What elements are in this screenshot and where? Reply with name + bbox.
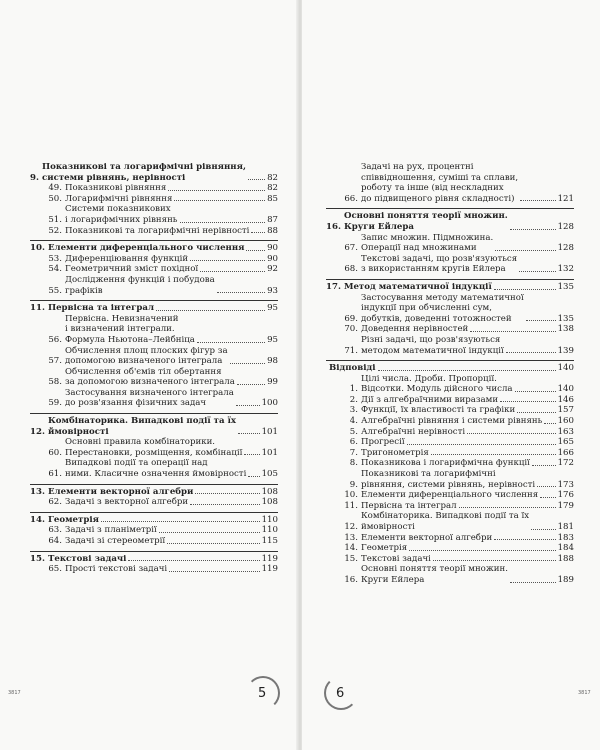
toc-section-entry <box>30 194 278 205</box>
dot-leader <box>168 190 265 191</box>
entry-title: Показникові та логарифмічні рівняння, системи рівнянь, нерівності <box>361 469 536 490</box>
entry-page-number: 146 <box>557 394 574 405</box>
entry-title: Дії з алгебраїчними виразами <box>361 394 499 405</box>
entry-number: 57. <box>48 356 62 367</box>
dot-leader <box>236 405 260 406</box>
entry-page-number: 165 <box>557 437 574 448</box>
toc-section-entry <box>326 162 574 204</box>
entry-number: 56. <box>48 334 62 345</box>
dot-leader <box>174 200 265 201</box>
dot-leader <box>531 529 556 530</box>
dot-leader <box>197 342 265 343</box>
entry-number: 9. <box>349 479 358 490</box>
dot-leader <box>200 271 265 272</box>
toc-section-entry <box>326 427 574 438</box>
entry-number: 68. <box>344 264 358 275</box>
dot-leader <box>520 200 555 201</box>
entry-number: 60. <box>48 447 62 458</box>
entry-number: 16. <box>326 221 341 232</box>
entry-title: Елементи диференціального числення <box>361 490 539 501</box>
entry-number: 61. <box>48 469 62 480</box>
entry-page-number: 101 <box>261 447 278 458</box>
entry-number: 11. <box>344 500 358 511</box>
dot-leader <box>230 363 265 364</box>
dot-leader <box>238 433 260 434</box>
entry-number: 9. <box>30 172 39 183</box>
page-number: 5 <box>258 686 267 701</box>
toc-section-entry <box>326 533 574 544</box>
dot-leader <box>378 370 556 371</box>
toc-section-entry <box>326 324 574 335</box>
entry-page-number: 100 <box>261 398 278 409</box>
entry-title: Задачі на рух, процентні співвідношення, суміші та сплави, роботу та інше (від нескладних до підвищеного рівня складності) <box>361 162 519 204</box>
dot-leader <box>248 476 259 477</box>
entry-title: Алгебраїчні рівняння і системи рівнянь <box>361 416 543 427</box>
entry-number: 53. <box>48 253 62 264</box>
toc-section-entry <box>30 388 278 409</box>
toc-section-entry <box>30 314 278 346</box>
entry-page-number: 176 <box>557 490 574 501</box>
entry-page-number: 90 <box>267 253 278 264</box>
dot-leader <box>510 229 556 230</box>
toc-section-entry <box>30 564 278 575</box>
entry-title: Диференціювання функцій <box>65 253 189 264</box>
toc-section-entry <box>326 254 574 275</box>
dot-leader <box>156 310 265 311</box>
dot-leader <box>159 532 260 533</box>
toc-chapter-entry <box>30 162 278 183</box>
entry-number: 70. <box>344 324 358 335</box>
entry-number: 59. <box>48 398 62 409</box>
toc-section-entry <box>30 226 278 237</box>
toc-section-entry <box>326 554 574 565</box>
dot-leader <box>459 507 556 508</box>
entry-page-number: 121 <box>557 193 574 204</box>
entry-title: Показникова і логарифмічна функції <box>361 458 530 469</box>
entry-title: Основні поняття теорії множин. Круги Ейлера <box>361 564 508 585</box>
entry-number: 51. <box>48 214 62 225</box>
entry-number: 69. <box>344 313 358 324</box>
entry-number: 50. <box>48 193 62 204</box>
entry-number: 71. <box>344 345 358 356</box>
toc-section-entry <box>30 183 278 194</box>
entry-page-number: 183 <box>557 532 574 543</box>
toc-section-entry <box>326 501 574 512</box>
entry-page-number: 88 <box>267 225 278 236</box>
entry-page-number: 140 <box>557 384 574 395</box>
corner-mark: 3817 <box>8 690 21 696</box>
entry-number: 14. <box>30 514 45 525</box>
entry-title: Дослідження функцій і побудова графіків <box>65 274 215 296</box>
toc-section-entry <box>326 564 574 585</box>
entry-number: 49. <box>48 183 62 194</box>
entry-title: Текстові задачі <box>47 553 127 564</box>
dot-leader <box>169 571 259 572</box>
toc-section-entry <box>30 367 278 388</box>
toc-section-entry <box>30 458 278 479</box>
toc-section-entry <box>326 293 574 325</box>
dot-leader <box>467 433 555 434</box>
dot-leader <box>246 250 265 251</box>
entry-title: Комбінаторика. Випадкові події та їх ймовірності <box>361 511 530 532</box>
entry-title: Запис множин. Підмножина. Операції над множинами <box>361 232 494 254</box>
entry-number: 54. <box>48 264 62 275</box>
toc-section-entry <box>326 448 574 459</box>
entry-page-number: 98 <box>267 356 278 367</box>
dot-leader <box>510 582 556 583</box>
dot-leader <box>251 232 265 233</box>
entry-title: Основні поняття теорії множин. Круги Ейлера <box>343 211 508 232</box>
entry-title: Текстові задачі <box>361 553 431 564</box>
dot-leader <box>128 560 259 561</box>
entry-number: 13. <box>344 532 358 543</box>
entry-title: Функції, їх властивості та графіки <box>361 405 516 416</box>
entry-title: Текстові задачі, що розв'язуються з використанням кругів Ейлера <box>361 253 518 275</box>
entry-title: Різні задачі, що розв'язуються методом математичної індукції <box>361 334 504 356</box>
entry-title: Задачі зі стереометрії <box>65 536 166 546</box>
toc-section-entry <box>326 233 574 254</box>
entry-number: 15. <box>344 553 358 564</box>
entry-title: Випадкові події та операції над ними. Класичне означення ймовірності <box>65 458 247 480</box>
entry-page-number: 105 <box>261 469 278 480</box>
right-page <box>302 0 600 750</box>
entry-title: Первісна. Невизначений і визначений інтеграли. Формула Ньютона–Лейбніца <box>65 313 195 345</box>
toc-section-entry <box>30 346 278 367</box>
entry-title: Алгебраїчні нерівності <box>361 426 466 437</box>
entry-page-number: 139 <box>557 345 574 356</box>
entry-number: 67. <box>344 243 358 254</box>
entry-title: Тригонометрія <box>361 447 429 458</box>
entry-title: Основні правила комбінаторики. Перестановки, розміщення, комбінації <box>65 437 243 458</box>
entry-number: 6. <box>349 437 358 448</box>
dot-leader <box>515 391 556 392</box>
entry-page-number: 110 <box>261 525 278 536</box>
entry-page-number: 85 <box>267 193 278 204</box>
entry-number: 64. <box>48 536 62 546</box>
entry-title: Геометрія <box>47 514 99 525</box>
entry-page-number: 163 <box>557 426 574 437</box>
entry-number: 4. <box>349 416 358 427</box>
entry-page-number: 82 <box>267 172 278 183</box>
dot-leader <box>494 289 556 290</box>
entry-page-number: 172 <box>557 458 574 469</box>
entry-number: 63. <box>48 525 62 536</box>
dot-leader <box>540 497 555 498</box>
entry-page-number: 101 <box>261 426 278 437</box>
entry-title: Прогресії <box>361 437 405 448</box>
entry-number: 14. <box>344 543 358 554</box>
entry-page-number: 188 <box>557 553 574 564</box>
entry-page-number: 90 <box>267 243 278 254</box>
dot-leader <box>248 179 265 180</box>
toc-section-entry <box>326 543 574 554</box>
toc-section-entry <box>30 497 278 508</box>
corner-mark: 3817 <box>578 690 591 696</box>
entry-title: Елементи диференціального числення <box>47 243 245 254</box>
toc-chapter-entry <box>326 208 574 232</box>
entry-page-number: 173 <box>557 479 574 490</box>
dot-leader <box>409 550 555 551</box>
entry-number: 65. <box>48 564 62 575</box>
entry-number: 10. <box>344 490 358 501</box>
dot-leader <box>470 331 555 332</box>
dot-leader <box>506 352 556 353</box>
dot-leader <box>532 465 556 466</box>
entry-title: Показникові та логарифмічні рівняння, системи рівнянь, нерівності <box>41 162 246 183</box>
entry-page-number: 181 <box>557 522 574 532</box>
entry-title: Обчислення площ плоских фігур за допомогою визначеного інтеграла <box>65 345 228 367</box>
entry-number: 62. <box>48 497 62 508</box>
toc-section-entry <box>30 264 278 275</box>
entry-title: Метод математичної індукції <box>343 281 492 292</box>
entry-page-number: 99 <box>267 377 278 388</box>
entry-title: Відповіді <box>329 363 376 374</box>
entry-page-number: 92 <box>267 264 278 275</box>
toc-section-entry <box>326 511 574 532</box>
toc-section-entry <box>30 204 278 225</box>
entry-title: Задачі з векторної алгебри <box>65 497 189 508</box>
dot-leader <box>494 539 555 540</box>
toc-section-entry <box>326 469 574 490</box>
entry-page-number: 108 <box>261 497 278 508</box>
toc-chapter-entry <box>30 240 278 254</box>
toc-section-entry <box>326 335 574 356</box>
entry-number: 5. <box>349 426 358 437</box>
toc-section-entry <box>30 536 278 547</box>
entry-title: Застосування визначеного інтеграла до розв'язання фізичних задач <box>65 387 234 409</box>
toc-section-entry <box>30 254 278 265</box>
entry-page-number: 119 <box>261 564 278 575</box>
entry-page-number: 87 <box>267 214 278 225</box>
dot-leader <box>190 260 265 261</box>
entry-title: Первісна та інтеграл <box>361 500 457 511</box>
page-number: 6 <box>336 686 345 701</box>
entry-title: Первісна та інтеграл <box>47 303 154 314</box>
toc-section-entry <box>326 437 574 448</box>
entry-number: 12. <box>344 522 358 532</box>
toc-chapter-entry <box>30 413 278 437</box>
entry-page-number: 108 <box>261 486 278 497</box>
entry-page-number: 128 <box>557 243 574 254</box>
dot-leader <box>101 521 260 522</box>
entry-number: 1. <box>349 384 358 395</box>
dot-leader <box>526 320 556 321</box>
entry-page-number: 157 <box>557 405 574 416</box>
toc-section-entry <box>326 458 574 469</box>
entry-number: 13. <box>30 486 45 497</box>
entry-number: 12. <box>30 426 45 437</box>
entry-page-number: 138 <box>557 324 574 335</box>
toc-column-left <box>30 162 278 575</box>
entry-title: Геометричний зміст похідної <box>65 264 199 275</box>
toc-section-entry <box>326 416 574 427</box>
toc-chapter-entry <box>326 279 574 293</box>
entry-page-number: 140 <box>557 363 574 374</box>
toc-chapter-entry <box>30 484 278 498</box>
toc-section-entry <box>30 437 278 458</box>
toc-chapter-entry <box>326 360 574 374</box>
entry-title: Елементи векторної алгебри <box>47 486 194 497</box>
dot-leader <box>433 560 556 561</box>
toc-chapter-entry <box>30 512 278 526</box>
entry-number: 17. <box>326 281 341 292</box>
entry-page-number: 128 <box>557 221 574 232</box>
entry-number: 7. <box>349 447 358 458</box>
entry-title: Задачі з планіметрії <box>65 525 157 536</box>
entry-page-number: 135 <box>557 313 574 324</box>
dot-leader <box>537 486 555 487</box>
entry-page-number: 166 <box>557 447 574 458</box>
toc-section-entry <box>30 525 278 536</box>
entry-page-number: 132 <box>557 264 574 275</box>
entry-number: 66. <box>344 193 358 204</box>
toc-section-entry <box>326 405 574 416</box>
entry-page-number: 95 <box>267 303 278 314</box>
dot-leader <box>190 504 259 505</box>
dot-leader <box>237 384 265 385</box>
entry-number: 10. <box>30 243 45 254</box>
toc-section-entry <box>30 275 278 296</box>
entry-page-number: 93 <box>267 285 278 296</box>
dot-leader <box>544 423 555 424</box>
entry-number: 16. <box>344 574 358 585</box>
toc-section-entry <box>326 395 574 406</box>
entry-title: Комбінаторика. Випадкові події та їх ймовірності <box>47 416 236 437</box>
entry-number: 58. <box>48 377 62 388</box>
entry-title: Прості текстові задачі <box>65 564 168 575</box>
dot-leader <box>407 444 556 445</box>
entry-page-number: 119 <box>261 553 278 564</box>
entry-title: Цілі числа. Дроби. Пропорції. Відсотки. Модуль дійсного числа <box>361 373 513 395</box>
entry-page-number: 160 <box>557 416 574 427</box>
entry-page-number: 189 <box>557 574 574 585</box>
entry-title: Обчислення об'ємів тіл обертання за допомогою визначеного інтеграла <box>65 366 235 388</box>
entry-number: 55. <box>48 285 62 296</box>
entry-title: Доведення нерівностей <box>361 324 469 335</box>
entry-page-number: 82 <box>267 183 278 194</box>
dot-leader <box>180 222 266 223</box>
entry-title: Показникові та логарифмічні нерівності <box>65 225 250 236</box>
dot-leader <box>500 401 556 402</box>
dot-leader <box>431 454 556 455</box>
dot-leader <box>217 292 265 293</box>
entry-number: 8. <box>349 458 358 469</box>
entry-title: Геометрія <box>361 543 408 554</box>
entry-page-number: 110 <box>261 514 278 525</box>
entry-page-number: 115 <box>261 536 278 546</box>
dot-leader <box>495 250 555 251</box>
entry-number: 2. <box>349 394 358 405</box>
entry-page-number: 184 <box>557 543 574 554</box>
toc-column-right <box>326 162 574 586</box>
dot-leader <box>167 543 259 544</box>
entry-page-number: 135 <box>557 281 574 292</box>
entry-page-number: 95 <box>267 334 278 345</box>
dot-leader <box>519 271 555 272</box>
toc-chapter-entry <box>30 300 278 314</box>
dot-leader <box>517 412 555 413</box>
entry-title: Логарифмічні рівняння <box>65 193 173 204</box>
entry-number: 3. <box>349 405 358 416</box>
entry-title: Показникові рівняння <box>65 183 167 194</box>
entry-title: Застосування методу математичної індукції при обчисленні сум, добутків, доведенні тотожностей <box>361 292 524 324</box>
toc-section-entry <box>326 374 574 395</box>
left-page <box>0 0 298 750</box>
entry-number: 11. <box>30 303 45 314</box>
entry-number: 15. <box>30 553 45 564</box>
dot-leader <box>195 493 259 494</box>
entry-title: Елементи векторної алгебри <box>361 532 493 543</box>
entry-number: 52. <box>48 225 62 236</box>
dot-leader <box>244 454 259 455</box>
toc-chapter-entry <box>30 551 278 565</box>
entry-title: Системи показникових і логарифмічних рівнянь <box>65 204 178 225</box>
entry-page-number: 179 <box>557 500 574 511</box>
toc-section-entry <box>326 490 574 501</box>
